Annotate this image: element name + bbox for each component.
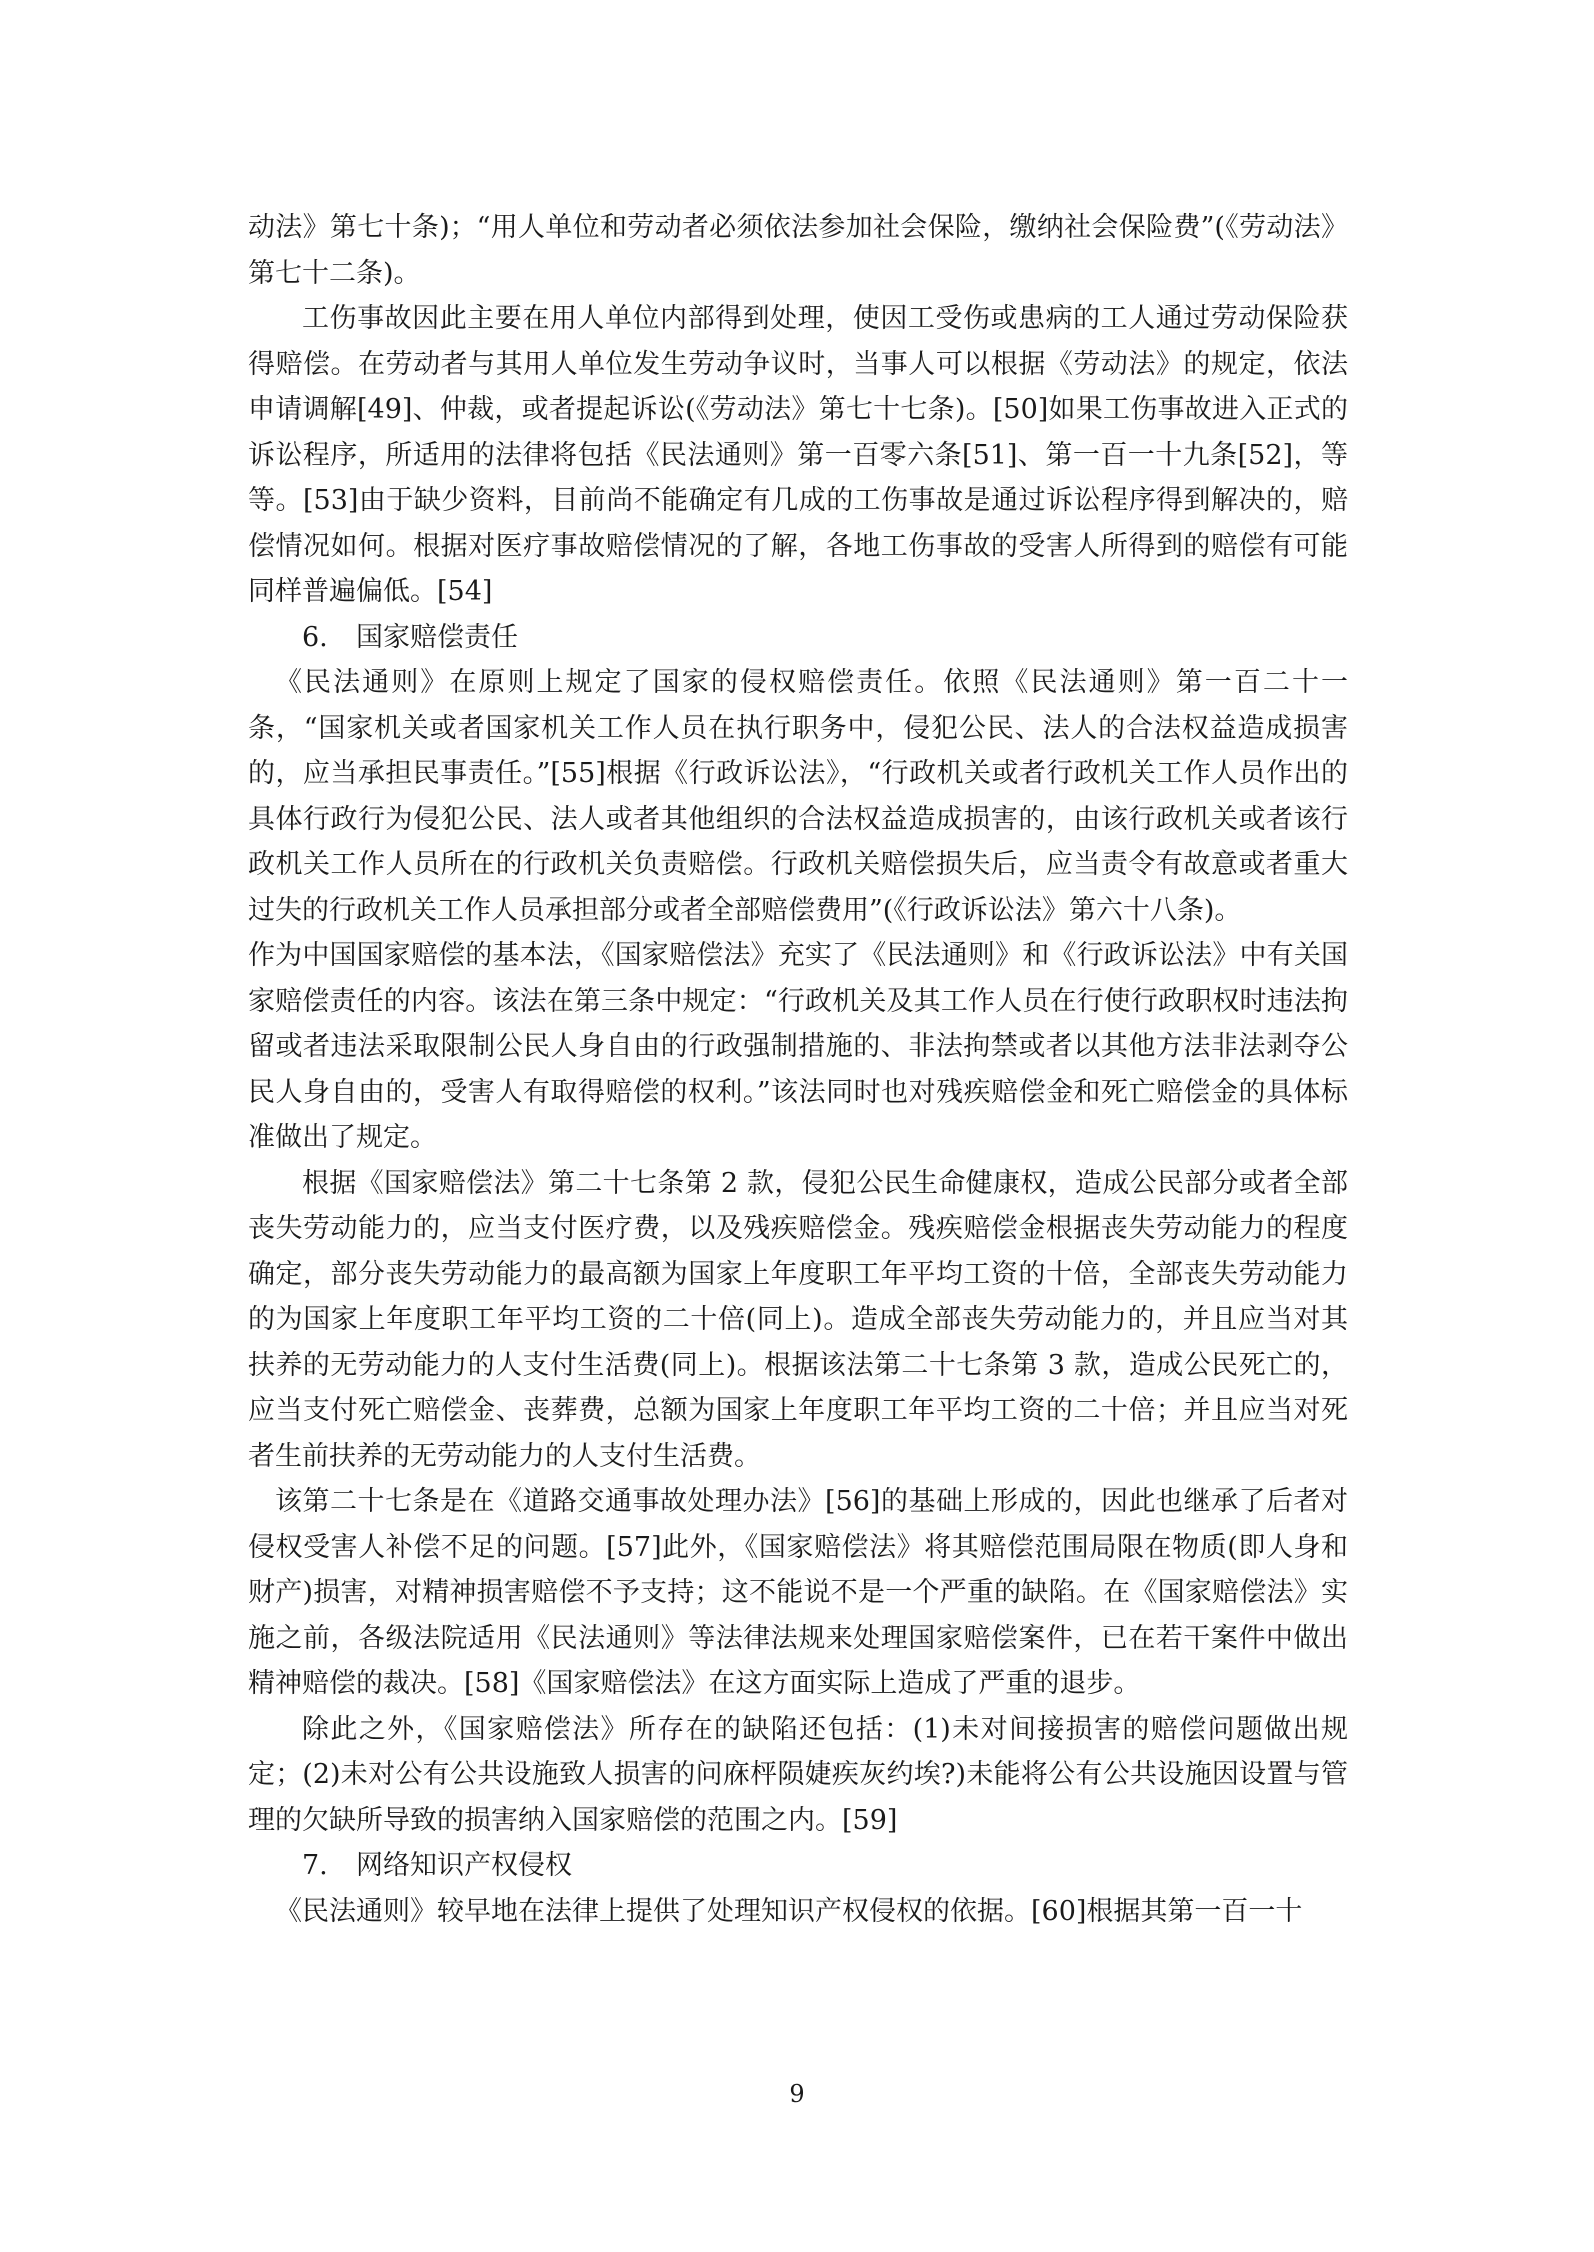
paragraph-article-27: 根据《国家赔偿法》第二十七条第 2 款，侵犯公民生命健康权，造成公民部分或者全部丧失劳动能力的，应当支付医疗费，以及残疾赔偿金。残疾赔偿金根据丧失劳动能力的程度确定，部分丧失劳动能力的最高额为国家上年度职工年平均工资的十倍，全部丧失劳动能力的为国家上年度职工年平均工资的二十倍(同上)。造成全部丧失劳动能力的，并且应当对其扶养的无劳动能力的人支付生活费(同上)。根据该法第二十七条第 3 款，造成公民死亡的，应当支付死亡赔偿金、丧葬费，总额为国家上年度职工年平均工资的二十倍；并且应当对死者生前扶养的无劳动能力的人支付生活费。 [248,1167,1348,1472]
paragraph-state-liability: 《民法通则》在原则上规定了国家的侵权赔偿责任。依照《民法通则》第一百二十一条，“国家机关或者国家机关工作人员在执行职务中，侵犯公民、法人的合法权益造成损害的，应当承担民事责任。”[55]根据《行政诉讼法》，“行政机关或者行政机关工作人员作出的具体行政行为侵犯公民、法人或者其他组织的合法权益造成损害的，由该行政机关或者该行政机关工作人员所在的行政机关负责赔偿。行政机关赔偿损失后，应当责令有故意或者重大过失的行政机关工作人员承担部分或者全部赔偿费用”(《行政诉讼法》第六十八条)。 [248,667,1348,926]
section-number: 7. [302,1850,328,1881]
paragraph-labor-law-continuation: 动法》第七十条)；“用人单位和劳动者必须依法参加社会保险，缴纳社会保险费”(《劳动法》第七十二条)。 [248,212,1348,289]
page-number: 9 [789,2080,805,2108]
section-number: 6. [302,621,328,653]
section-title: 网络知识产权侵权 [356,1850,572,1881]
section-heading-6 [248,615,1348,661]
paragraph-defects: 除此之外，《国家赔偿法》所存在的缺陷还包括：(1)未对间接损害的赔偿问题做出规定；(2)未对公有公共设施致人损害的问庥枰陨婕疾灰约埃?)未能将公有公共设施因设置与管理的欠缺所导致的损害纳入国家赔偿的范围之内。[59] [248,1713,1348,1836]
paragraph-traffic-accident-basis: 该第二十七条是在《道路交通事故处理办法》[56]的基础上形成的，因此也继承了后者对侵权受害人补偿不足的问题。[57]此外，《国家赔偿法》将其赔偿范围局限在物质(即人身和财产)损害，对精神损害赔偿不予支持；这不能说不是一个严重的缺陷。在《国家赔偿法》实施之前，各级法院适用《民法通则》等法律法规来处理国家赔偿案件，已在若干案件中做出精神赔偿的裁决。[58]《国家赔偿法》在这方面实际上造成了严重的退步。 [248,1486,1348,1699]
paragraph-state-compensation-law: 作为中国国家赔偿的基本法，《国家赔偿法》充实了《民法通则》和《行政诉讼法》中有关国家赔偿责任的内容。该法在第三条中规定：“行政机关及其工作人员在行使行政职权时违法拘留或者违法采取限制公民人身自由的行政强制措施的、非法拘禁或者以其他方法非法剥夺公民人身自由的，受害人有取得赔偿的权利。”该法同时也对残疾赔偿金和死亡赔偿金的具体标准做出了规定。 [248,940,1348,1153]
paragraph-ip-infringement: 《民法通则》较早地在法律上提供了处理知识产权侵权的依据。[60]根据其第一百一十 [275,1895,1303,1927]
section-heading-7 [248,1843,1348,1889]
paragraph-work-injury: 工伤事故因此主要在用人单位内部得到处理，使因工受伤或患病的工人通过劳动保险获得赔偿。在劳动者与其用人单位发生劳动争议时，当事人可以根据《劳动法》的规定，依法申请调解[49]、仲裁，或者提起诉讼(《劳动法》第七十七条)。[50]如果工伤事故进入正式的诉讼程序，所适用的法律将包括《民法通则》第一百零六条[51]、第一百一十九条[52]，等等。[53]由于缺少资料，目前尚不能确定有几成的工伤事故是通过诉讼程序得到解决的，赔偿情况如何。根据对医疗事故赔偿情况的了解，各地工伤事故的受害人所得到的赔偿有可能同样普遍偏低。[54] [248,303,1348,607]
body-text [248,205,1348,1934]
section-title: 国家赔偿责任 [356,621,518,653]
